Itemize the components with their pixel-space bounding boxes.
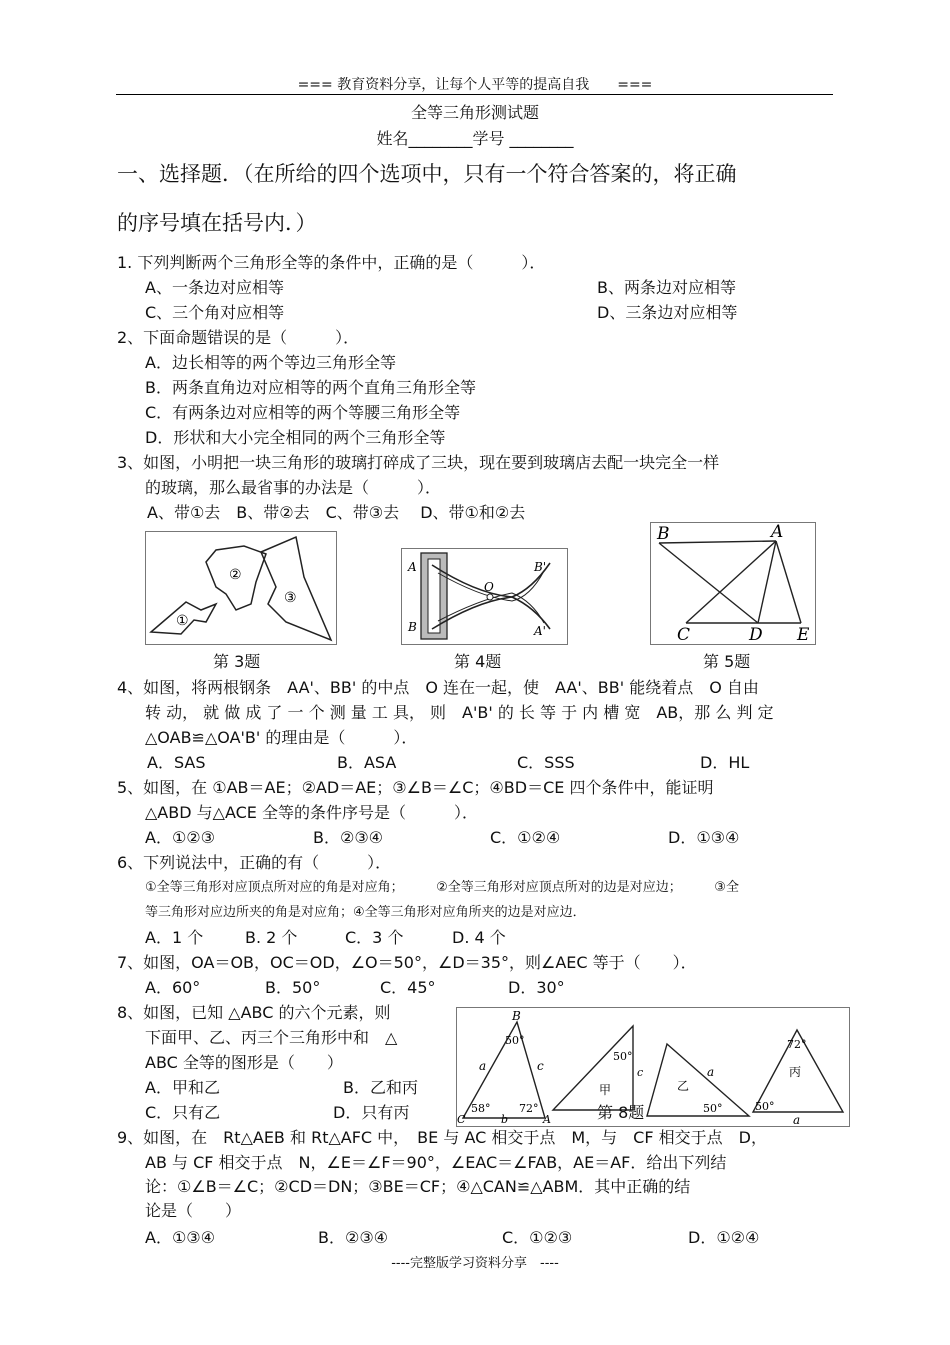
figure-3 (145, 531, 337, 645)
fig8-jia-angle: 50° (613, 1050, 633, 1063)
q7-stem: 7、如图，OA＝OB，OC＝OD，∠O＝50°，∠D＝35°，则∠AEC 等于（ ）． (117, 953, 697, 972)
q8-option-d: D．只有丙 (333, 1103, 410, 1122)
q1-option-a: A、一条边对应相等 (145, 278, 284, 297)
fig8-label-b: b (501, 1113, 509, 1126)
q3-stem-line2: 的玻璃，那么最省事的办法是（ ）． (145, 478, 442, 497)
q9-stem-line4: 论是（ ） (145, 1201, 242, 1220)
fig5-label-E: E (797, 625, 810, 644)
fig4-caption: 第 4题 (454, 652, 502, 671)
q4-option-d: D．HL (700, 753, 750, 772)
q6-option-d: D. 4 个 (452, 928, 506, 947)
q5-stem-line1: 5、如图，在 ①AB＝AE；②AD＝AE；③∠B＝∠C；④BD＝CE 四个条件中，能证明 (117, 778, 714, 797)
q6-option-b: B. 2 个 (245, 928, 298, 947)
q6-stem: 6、下列说法中，正确的有（ ）． (117, 853, 392, 872)
fig8-caption: 第 8题 (597, 1103, 645, 1122)
q9-option-c: C．①②③ (502, 1228, 573, 1247)
q5-stem-line2: △ABD 与△ACE 全等的条件序号是（ ）． (145, 803, 478, 822)
q9-stem-line1: 9、如图，在 Rt△AEB 和 Rt△AFC 中， BE 与 AC 相交于点 M，与 CF 相交于点 D， (117, 1128, 767, 1147)
q7-option-b: B．50° (265, 978, 321, 997)
q8-stem-line1: 8、如图，已知 △ABC 的六个元素，则 (117, 1003, 391, 1022)
q4-option-c: C．SSS (517, 753, 575, 772)
q8-stem-line2: 下面甲、乙、丙三个三角形中和 △ (145, 1028, 398, 1047)
fig8-label-C: C (457, 1113, 466, 1126)
q1-option-b: B、两条边对应相等 (597, 278, 736, 297)
section-heading-line2: 的序号填在括号内．） (117, 211, 317, 235)
q7-option-c: C．45° (380, 978, 436, 997)
fig8-angle-C: 58° (471, 1102, 491, 1115)
q5-option-d: D．①③④ (668, 828, 740, 847)
fig5-caption: 第 5题 (703, 652, 751, 671)
fig5-label-A: A (771, 523, 784, 542)
fig8-jia-c: c (637, 1066, 644, 1079)
q1-stem: 1. 下列判断两个三角形全等的条件中，正确的是（ ）． (117, 253, 546, 272)
q4-stem-line2: 转 动， 就 做 成 了 一 个 测 量 工 具， 则 A'B' 的 长 等 于 内 槽 宽 AB，那 么 判 定 (145, 703, 774, 722)
fig3-label-1: ① (176, 613, 189, 629)
q9-stem-line2: AB 与 CF 相交于点 N，∠E＝∠F＝90°，∠EAC＝∠FAB，AE＝AF．给出下列结 (145, 1153, 727, 1172)
q4-stem-line3: △OAB≌△OA'B' 的理由是（ ）． (145, 728, 418, 747)
q1-option-d: D、三条边对应相等 (597, 303, 738, 322)
fig4-label-B: B (408, 620, 417, 634)
q2-option-d: D．形状和大小完全相同的两个三角形全等 (145, 428, 446, 447)
fig8-bing-angle-top: 72° (787, 1038, 807, 1051)
q5-option-a: A．①②③ (145, 828, 215, 847)
fig8-label-A: A (543, 1113, 551, 1126)
fig5-label-B: B (657, 524, 670, 544)
q6-option-c: C．3 个 (345, 928, 404, 947)
fig3-caption: 第 3题 (213, 652, 261, 671)
q9-option-d: D．①②④ (688, 1228, 760, 1247)
figure-4 (401, 548, 568, 645)
q2-option-c: C．有两条边对应相等的两个等腰三角形全等 (145, 403, 461, 422)
fig8-bing-name: 丙 (789, 1065, 802, 1079)
q4-stem-line1: 4、如图，将两根钢条 AA'、BB' 的中点 O 连在一起，使 AA'、BB' 能绕着点 O 自由 (117, 678, 759, 697)
q4-option-b: B．ASA (337, 753, 397, 772)
q3-options: A、带①去 B、带②去 C、带③去 D、带①和②去 (147, 503, 526, 522)
page-header: === 教育资料分享，让每个人平等的提高自我 === (297, 77, 653, 93)
fig3-label-2: ② (229, 567, 242, 583)
fig5-label-D: D (749, 625, 763, 644)
fig5-label-C: C (677, 625, 691, 644)
fig8-yi-angle: 50° (703, 1102, 723, 1115)
figure-5 (650, 522, 816, 645)
fig8-jia-name: 甲 (599, 1083, 612, 1097)
q2-option-b: B．两条直角边对应相等的两个直角三角形全等 (145, 378, 476, 397)
q6-statement-line1: ①全等三角形对应顶点所对应的角是对应角； ②全等三角形对应顶点所对的边是对应边； ③全 (145, 880, 739, 895)
name-line: 姓名________学号 ________ (376, 129, 574, 148)
q4-option-a: A．SAS (147, 753, 206, 772)
fig8-yi-name: 乙 (677, 1079, 690, 1093)
q8-option-b: B．乙和丙 (343, 1078, 418, 1097)
q7-option-d: D．30° (508, 978, 565, 997)
q2-stem: 2、下面命题错误的是（ ）． (117, 328, 360, 347)
header-rule (116, 94, 833, 95)
q5-option-c: C．①②④ (490, 828, 561, 847)
fig4-label-A: A (408, 560, 417, 574)
fig4-label-Bp: B' (534, 560, 547, 574)
fig4-label-Ap: A' (534, 624, 546, 638)
q6-option-a: A．1 个 (145, 928, 204, 947)
q3-stem-line1: 3、如图，小明把一块三角形的玻璃打碎成了三块，现在要到玻璃店去配一块完全一样 (117, 453, 720, 472)
q9-option-b: B．②③④ (318, 1228, 389, 1247)
q8-option-a: A．甲和乙 (145, 1078, 220, 1097)
fig8-angle-A: 72° (519, 1102, 539, 1115)
q1-option-c: C、三个角对应相等 (145, 303, 285, 322)
q8-option-c: C．只有乙 (145, 1103, 221, 1122)
fig8-bing-angle-left: 50° (755, 1100, 775, 1113)
page-footer: ----完整版学习资料分享 ---- (391, 1256, 559, 1271)
q5-option-b: B．②③④ (313, 828, 384, 847)
fig3-label-3: ③ (284, 590, 297, 606)
fig8-bing-a: a (793, 1113, 801, 1126)
page-title: 全等三角形测试题 (410, 103, 539, 122)
q2-option-a: A．边长相等的两个等边三角形全等 (145, 353, 396, 372)
fig4-label-O: O (484, 580, 494, 594)
fig8-label-c: c (537, 1059, 544, 1073)
fig8-angle-B: 50° (505, 1034, 525, 1047)
figure-8 (456, 1007, 850, 1127)
q7-option-a: A．60° (145, 978, 201, 997)
fig8-label-B: B (512, 1009, 521, 1023)
q8-stem-line3: ABC 全等的图形是（ ） (145, 1053, 343, 1072)
fig8-yi-a: a (707, 1065, 715, 1079)
q9-option-a: A．①③④ (145, 1228, 215, 1247)
fig8-label-a: a (479, 1059, 487, 1073)
q9-stem-line3: 论：①∠B＝∠C；②CD＝DN；③BE＝CF；④△CAN≌△ABM．其中正确的结 (145, 1177, 691, 1196)
q6-statement-line2: 等三角形对应边所夹的角是对应角；④全等三角形对应角所夹的边是对应边． (145, 905, 586, 920)
section-heading-line1: 一、选择题．（在所给的四个选项中，只有一个符合答案的，将正确 (117, 162, 737, 186)
